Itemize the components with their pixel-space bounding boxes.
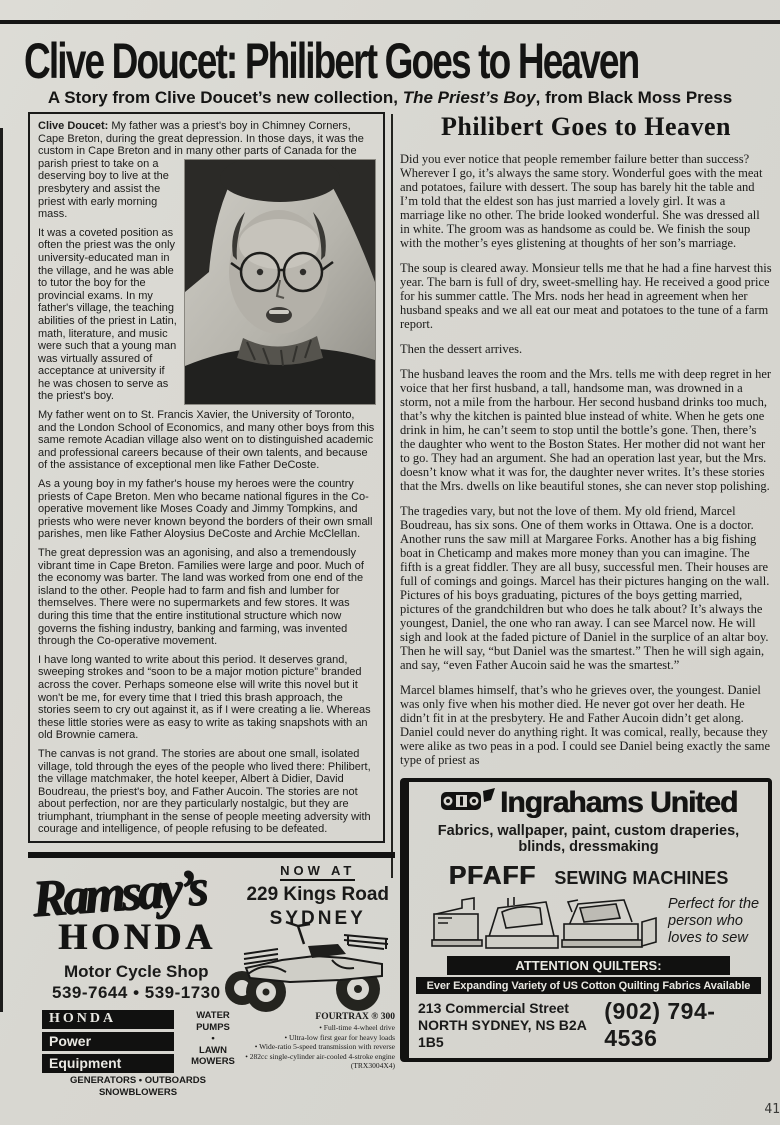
honda-wordmark: HONDA (58, 917, 216, 959)
intro-text-a: My father was a priest's boy in Chimney Corners, Cape Breton, during the great depression. In those days, it was the custom in Cape Breton and in many other parts of Canada for the (38, 120, 364, 158)
sewing-machines-label: SEWING MACHINES (554, 868, 729, 888)
subtitle-book-title: The Priest’s Boy (402, 88, 536, 107)
ad-address-line1: 229 Kings Road (246, 884, 389, 906)
quilting-fabrics-banner: Ever Expanding Variety of US Cotton Quilting Fabrics Available (416, 977, 761, 994)
subtitle (0, 88, 780, 108)
feature-line: • 282cc single-cylinder air-cooled 4-stroke engine (TRX3004X4) (245, 1051, 395, 1071)
services-line: blinds, dressmaking (518, 839, 659, 855)
honda-power-equipment-bars (42, 1010, 174, 1076)
intro-paragraph: As a young boy in my father's house my heroes were the country priests of Cape Breton. Men who became national figures in the Co-operative movement like Moses Coady and Jimmy Tompkins, and priests who were never known beyond the borders of their own small parishes, men like Father Aloysius DeCoste and Archie McClellan. (38, 478, 373, 541)
intro-paragraph: The canvas is not grand. The stories are about one small, isolated village, told through the eyes of the people who lived there: Philibert, the village matchmaker, the hotel keeper, Albert à Didier, David Boudreau, the priest's boy, and Father Aucoin. The stories are not about perfection, nor are they particularly nostalgic, but they are triumphant, triumphant in the sense of people meeting adversity with courage and intelligence, of people refusing to be defeated. (38, 747, 371, 836)
bottom-products (28, 1075, 248, 1099)
fourtrax-atv-illustration (220, 916, 395, 1017)
feature-line: • Full-time 4-wheel drive (319, 1023, 395, 1033)
ingrahams-phone: (902) 794-4536 (604, 998, 716, 1051)
left-column (28, 112, 395, 1099)
ingrahams-footer (416, 998, 761, 1052)
ramsays-honda-ad (28, 852, 395, 1099)
street-line: 213 Commercial Street (418, 999, 569, 1016)
product-line: LAWN (199, 1044, 227, 1056)
pfaff-brand: PFAFF (448, 860, 536, 890)
top-rule (0, 20, 780, 24)
sewing-machines-illustration (428, 894, 660, 959)
page-number: 41 (764, 1102, 780, 1117)
story-paragraph: The husband leaves the room and the Mrs. tells me with deep regret in her voice that her first husband, a tall, handsome man, was drowned in a storm, not a mile from the harbour. Her second husband drinks too much, that’s why the kitchen is painted blue instead of white. When he gets one drink in him, he can’t seem to stop until the bottle’s gone. Then, there’s the daughter who went to the Boston States. Her mother did not want her to go. They had an argument. She had an operation last year, but the Mrs. doesn’t know what it was for, the daughter never writes. It’s these stories that the Mrs. dwells on like beautiful stones, she can never stop polishing. (400, 367, 772, 493)
story-paragraph: Then the dessert arrives. (400, 342, 523, 356)
product-line: WATER (196, 1010, 230, 1022)
fourtrax-specs (225, 1012, 395, 1071)
ad-top-rule (28, 852, 395, 858)
bar-label: Power (42, 1032, 174, 1051)
story-paragraph: The soup is cleared away. Monsieur tells me that he had a fine harvest this year. The barn is full of dry, sweet-smelling hay. He received a good price for his summer cattle. The Mrs. nods her head in agreement when her husband speaks and we all eat our meat and potatoes to the tune of a farm report. (400, 261, 772, 331)
clive-doucet-photo (185, 160, 375, 404)
bar-label: HONDA (42, 1010, 174, 1029)
intro-text-b: parish priest to take on a deserving boy to live at the presbytery and assist the priest with early morning mass. (38, 157, 169, 221)
product-line: • (211, 1033, 215, 1045)
intro-paragraph: I have long wanted to write about this period. It deserves grand, sweeping strokes and “soon to be a major motion picture” branded across the cover. Perhaps someone else will write this novel but it won't be me, for every time that I tried this brash approach, the stories seem to cry out against it, as if I were creating a lie. Whereas these little stories were as easy to write as taking snapshots with an old Brownie camera. (38, 653, 371, 742)
ad-address-line2: SYDNEY (269, 908, 366, 930)
author-intro-box (28, 112, 385, 843)
pfaff-row (416, 860, 761, 891)
shop-line: Motor Cycle Shop (64, 962, 209, 982)
product-line: SNOWBLOWERS (98, 1087, 178, 1099)
story-paragraph: The tragedies vary, but not the love of them. My old friend, Marcel Boudreau, has six sons. One of them works in Ottawa. One is a doctor. Another runs the saw mill at Margaree Forks. Another has a big fishing boat in Cheticamp and makes more money than you can imagine. The fifth is a great fiddler. They are all busy, successful men. Their houses are full of comings and goings. Marcel has their pictures hanging on the wall. Pictures of his boys graduating, pictures of the boys getting married, pictures of the grandchildren but who does he talk about? It’s always the youngest, Daniel, the one who ran away. I can see Marcel now. He will sigh and look at the faded picture of Daniel in the surplice of an altar boy. Then he will say, “but Daniel was the smartest.” Then he will sigh again, and say, “even Father Aucoin said he was the smartest.” (400, 504, 770, 672)
story-body (400, 112, 772, 767)
feature-line: • Ultra-low first gear for heavy loads (284, 1032, 395, 1042)
scan-edge-line (0, 128, 3, 1012)
intro-paragraph: The great depression was an agonising, and also a tremendously vibrant time in Cape Breton. Families were large and poor. Much of the economy was barter. The land was worked from one end of the island to the other. People had to farm and fish and lumber for themselves. There were no supermarkets and few stores. It was during this time that the entire institutional structure which now governs the fishing industry, banking and farming, was invented through the Co-operative movement. (38, 547, 364, 648)
model-name: FOURTRAX ® 300 (315, 1012, 395, 1023)
services-line: Fabrics, wallpaper, paint, custom draperies, (437, 823, 740, 839)
ingrahams-united-ad (400, 778, 772, 1062)
story-title: Philibert Goes to Heaven (440, 112, 731, 141)
intro-lead: Clive Doucet: (38, 120, 109, 132)
ingrahams-header (416, 786, 761, 820)
product-line: GENERATORS • OUTBOARDS (70, 1075, 206, 1087)
intro-paragraph: It was a coveted position as often the priest was the only university-educated man in the village, and he was able to tutor the boy for the provincial exams. In my father's village, the teaching abilities of the priest in Latin, math, literature, and music were such that a young man was virtually assured of acceptance at university if he was chosen to serve as the priest's boy. (38, 226, 177, 403)
ramsays-script-logo: Ramsay’s (30, 859, 206, 928)
attention-quilters-banner: ATTENTION QUILTERS: (447, 956, 730, 975)
story-paragraph: Marcel blames himself, that’s who he grieves over, the youngest. Daniel was only five when his mother died. He never got over her death. He didn’t fit in at the presbytery. He and Father Aucoin didn’t get along. Daniel could never do anything right. It was comical, really, because they were alike as two peas in a pod. I could see Daniel being exactly the same type of priest as (400, 683, 771, 767)
story-paragraph: Did you ever notice that people remember failure better than success? Wherever I go, it’s always the same story. Wonderful goes with the meat and potatoes, failure with dessert. The soup has barely hit the table and I’m told that the eldest son has just married a lovely girl. It was a marriage like no other. The bride looked wonderful. She was dressed all in white. The groom was as handsome as could be. We finish the soup with the mother’s eyes glistening at thoughts of her son’s marriage. (400, 152, 763, 250)
services-lines (416, 823, 761, 855)
ingrahams-name: Ingrahams United (499, 786, 738, 819)
main-columns (28, 112, 772, 1099)
city-line: NORTH SYDNEY, NS B2A 1B5 (418, 1016, 587, 1050)
subtitle-suffix: , from Black Moss Press (535, 88, 733, 107)
intro-paragraph: My father went on to St. Francis Xavier, the University of Toronto, and the London School of Economics, and many other boys from this same remote Acadian village also went on to distinguished academic and professional careers because of their own talents, and because of the assistance of exceptional men like Father DeCoste. (38, 409, 375, 472)
feature-line: • Wide-ratio 5-speed transmission with reverse (254, 1042, 395, 1052)
page-title: Clive Doucet: Philibert Goes to Heaven (24, 33, 639, 89)
product-line: PUMPS (196, 1021, 230, 1033)
ingrahams-logo-icon (440, 788, 496, 819)
product-line: MOWERS (191, 1056, 235, 1068)
subtitle-prefix: A Story from Clive Doucet’s new collection, (47, 88, 403, 107)
now-at-label: NOW AT (280, 863, 355, 881)
ingrahams-address (418, 1000, 604, 1051)
intro-paragraph (38, 120, 375, 221)
pfaff-tagline: Perfect for the person who loves to sew (668, 896, 760, 946)
right-column (400, 112, 772, 1062)
bar-label: Equipment (42, 1054, 174, 1073)
ingrahams-middle (416, 894, 761, 954)
phone-numbers: 539-7644 • 539-1730 (52, 983, 221, 1003)
